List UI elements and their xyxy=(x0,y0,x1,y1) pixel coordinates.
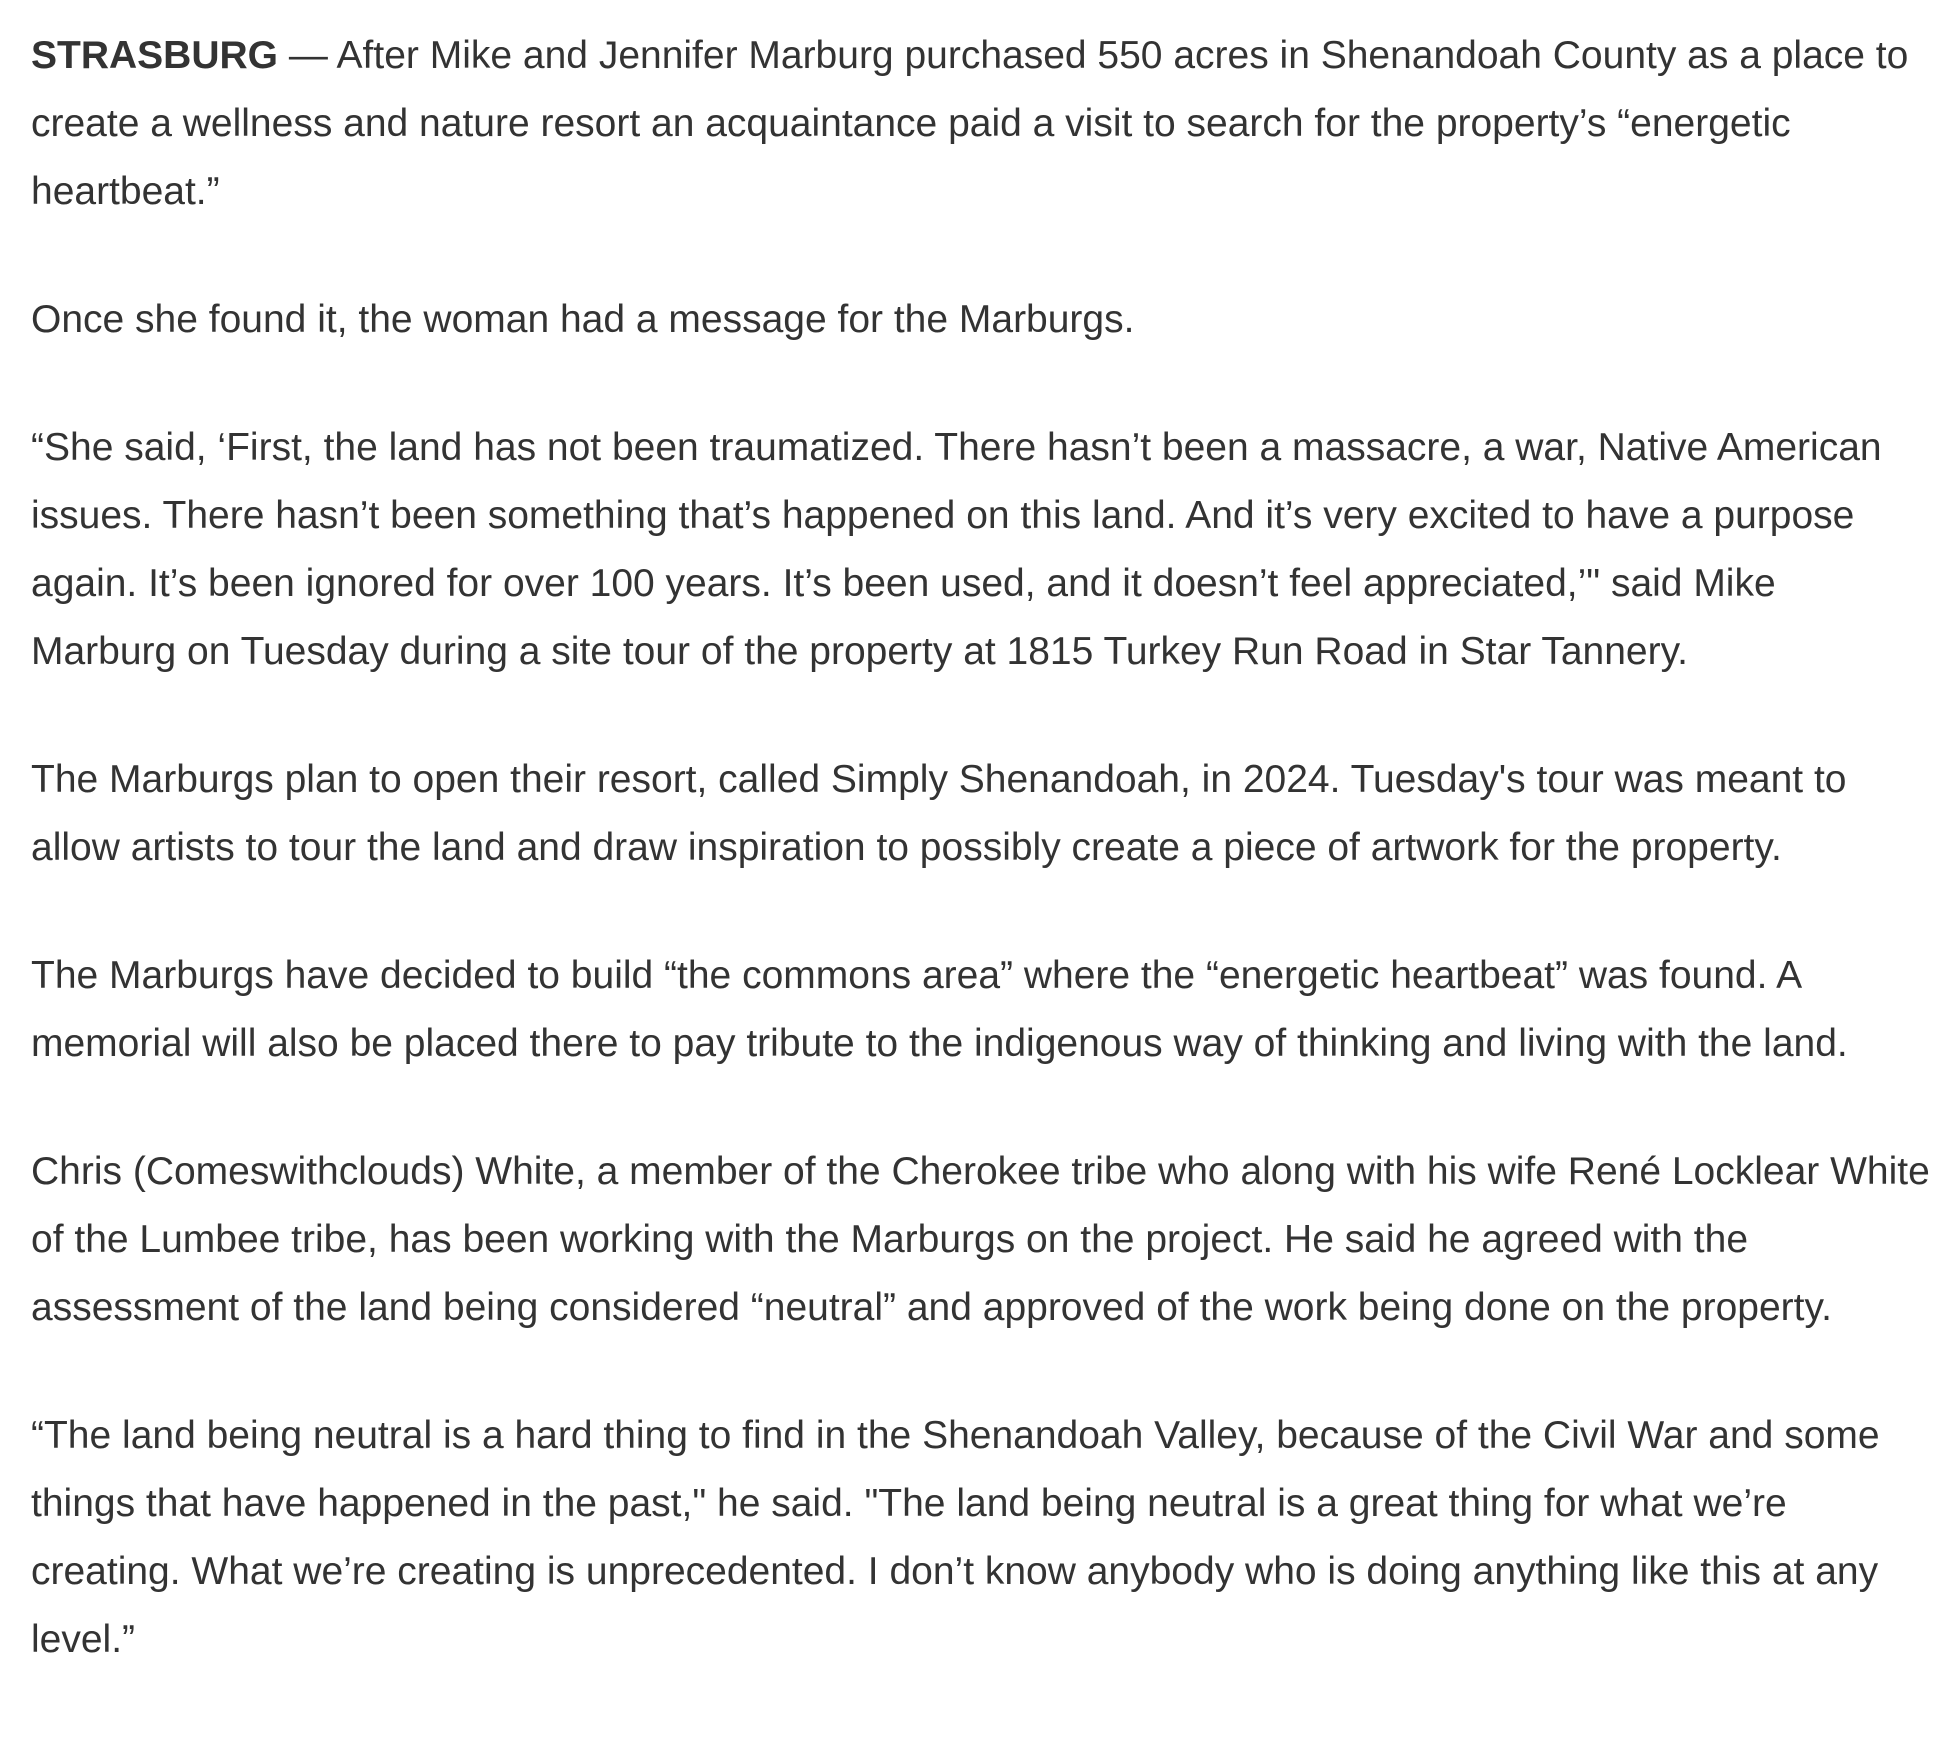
article-body xyxy=(31,22,1931,1674)
lead-text: — After Mike and Jennifer Marburg purchased 550 acres in Shenandoah County as a place to create a wellness and nature resort an acquaintance paid a visit to search for the property’s “energetic heartbeat.” xyxy=(31,34,1909,213)
paragraph: “The land being neutral is a hard thing to find in the Shenandoah Valley, because of the Civil War and some things that have happened in the past," he said. "The land being neutral is a great thing for what we’re creating. What we’re creating is unprecedented. I don’t know anybody who is doing anything like this at any level.” xyxy=(31,1414,1880,1661)
paragraph: The Marburgs have decided to build “the commons area” where the “energetic heartbeat” was found. A memorial will also be placed there to pay tribute to the indigenous way of thinking and living with the land. xyxy=(31,954,1848,1065)
dateline: STRASBURG xyxy=(31,34,279,77)
paragraph: “She said, ‘First, the land has not been traumatized. There hasn’t been a massacre, a war, Native American issues. There hasn’t been something that’s happened on this land. And it’s very excited to have a purpose again. It’s been ignored for over 100 years. It’s been used, and it doesn’t feel appreciated,’" said Mike Marburg on Tuesday during a site tour of the property at 1815 Turkey Run Road in Star Tannery. xyxy=(31,426,1882,673)
lead-paragraph xyxy=(31,22,1931,226)
paragraph: The Marburgs plan to open their resort, called Simply Shenandoah, in 2024. Tuesday's tour was meant to allow artists to tour the land and draw inspiration to possibly create a piece of artwork for the property. xyxy=(31,758,1847,869)
paragraph: Chris (Comeswithclouds) White, a member of the Cherokee tribe who along with his wife René Locklear White of the Lumbee tribe, has been working with the Marburgs on the project. He said he agreed with the assessment of the land being considered “neutral” and approved of the work being done on the property. xyxy=(31,1150,1930,1329)
paragraph: Once she found it, the woman had a message for the Marburgs. xyxy=(31,298,1135,341)
